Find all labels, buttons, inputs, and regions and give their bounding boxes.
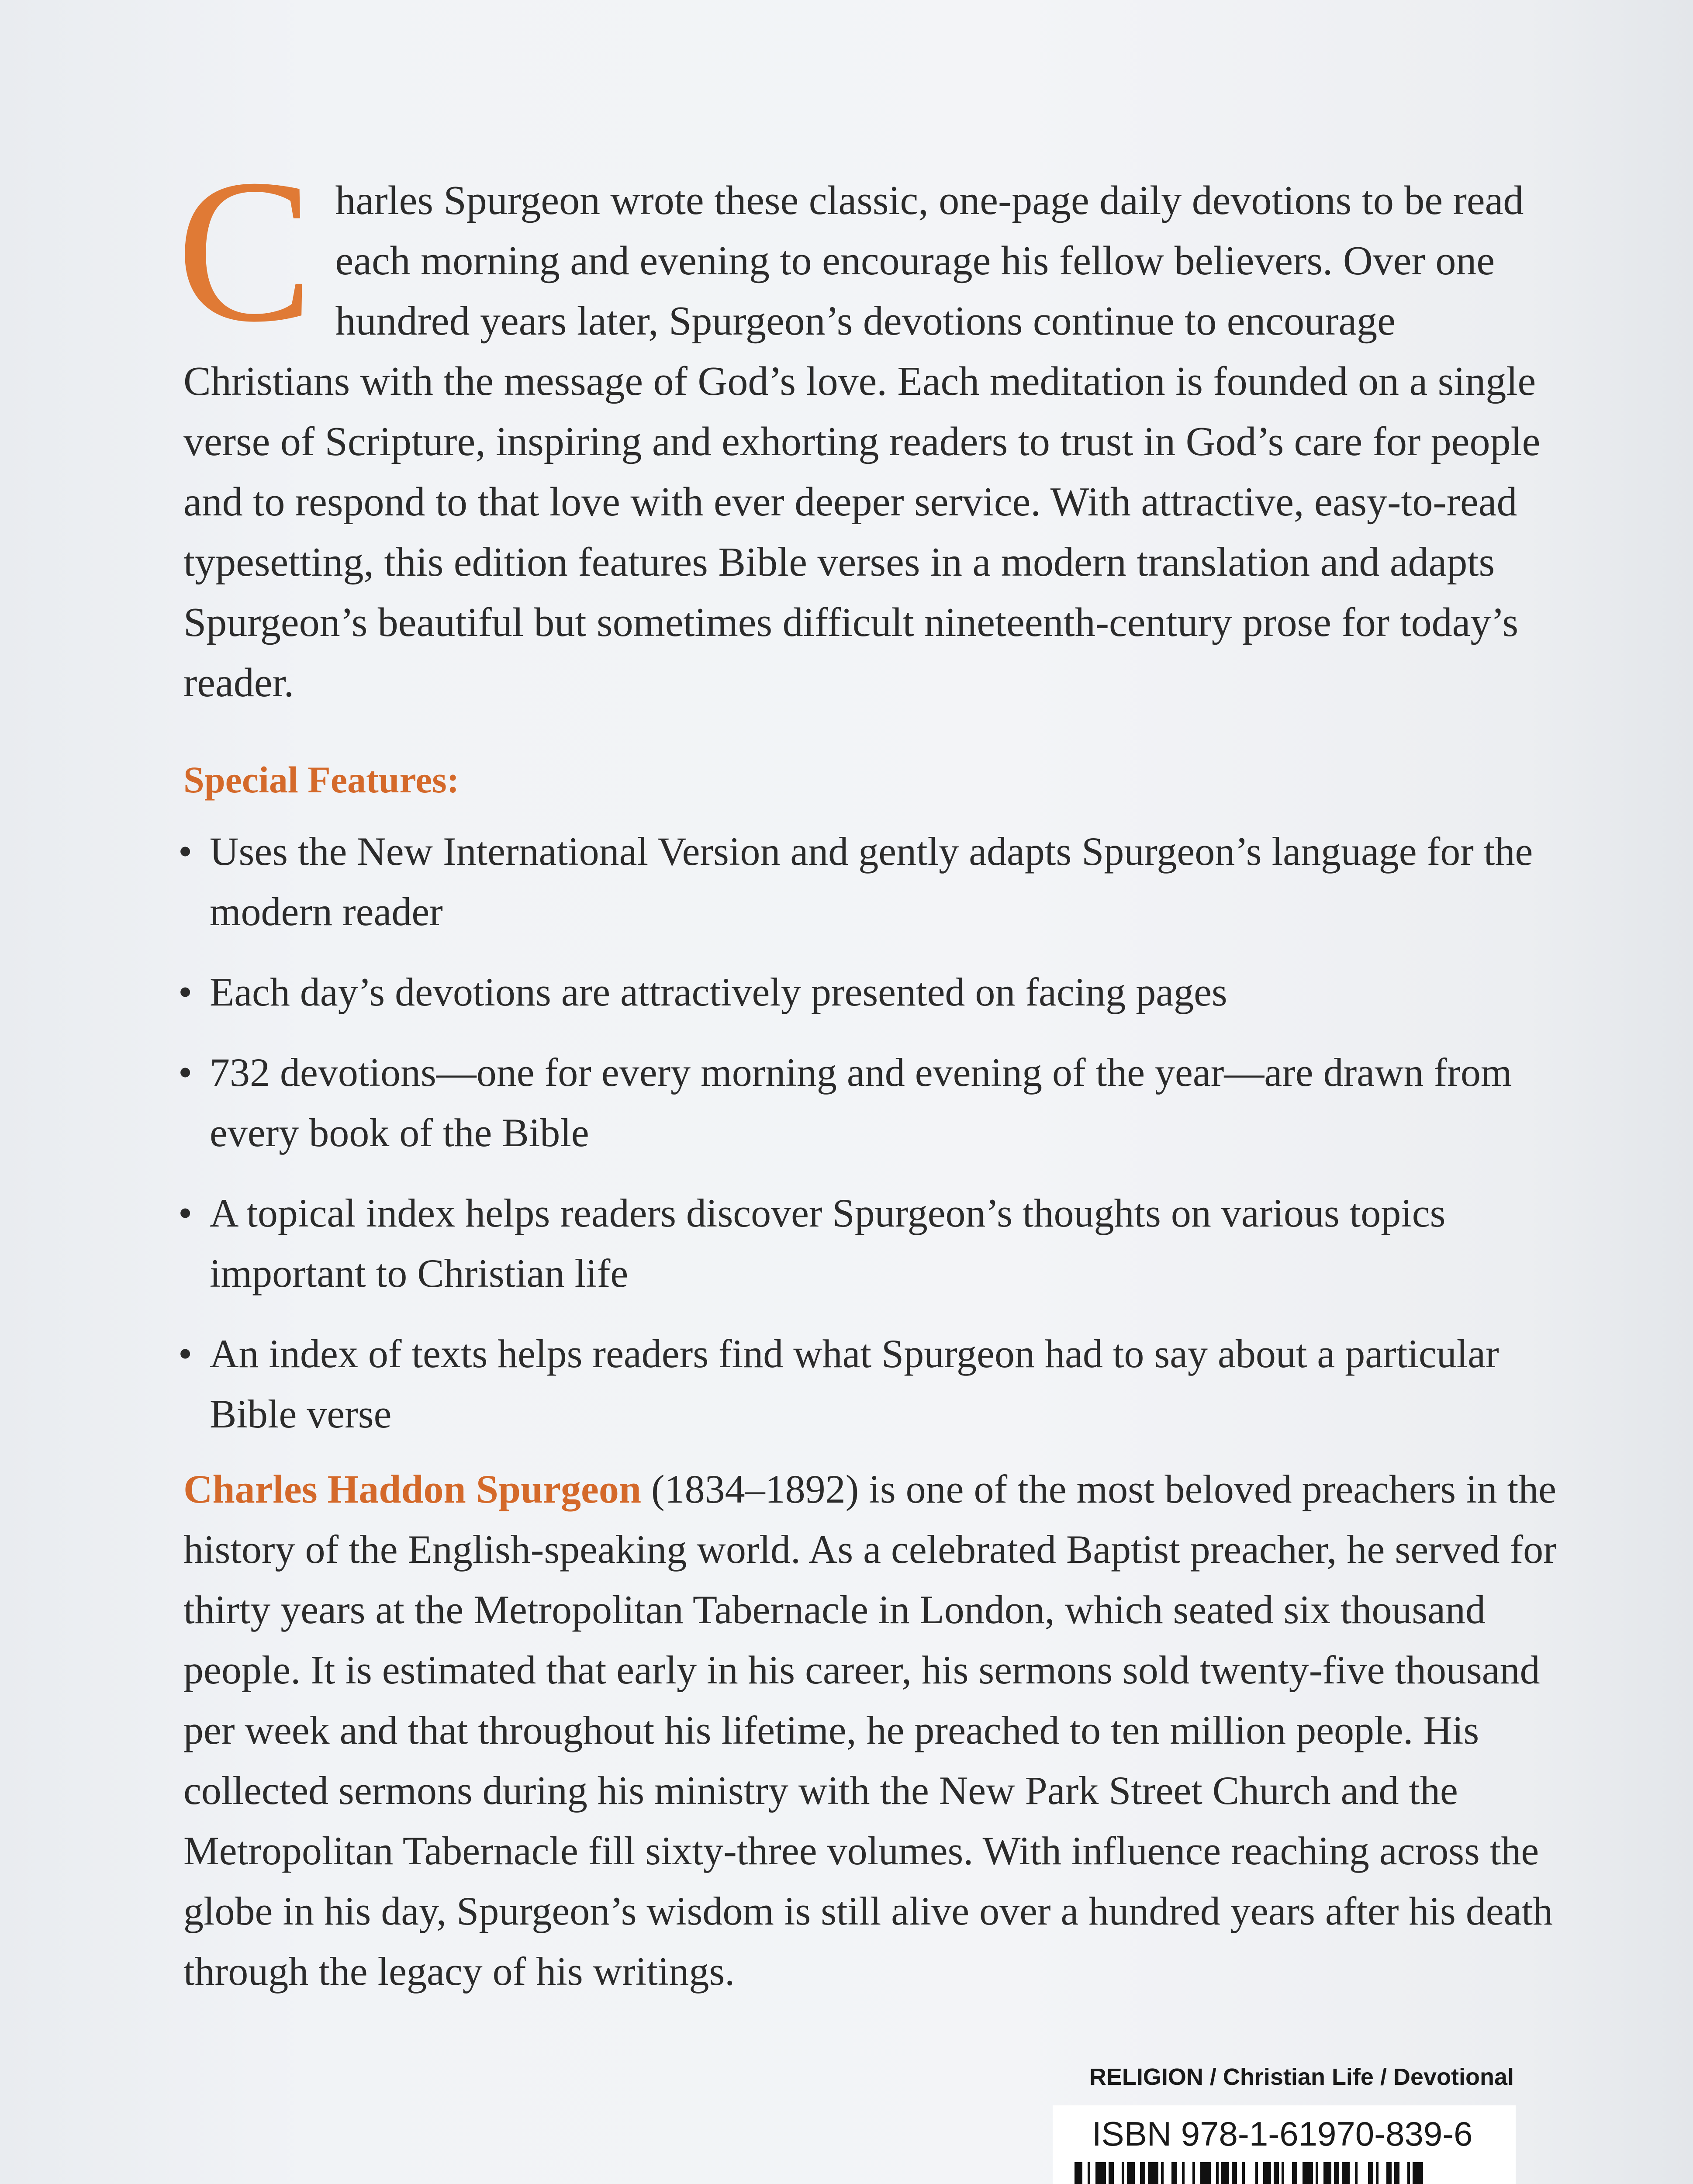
list-item — [175, 1324, 1564, 1444]
intro-paragraph — [176, 137, 1564, 713]
drop-cap: C — [176, 137, 314, 364]
author-bio — [183, 1459, 1564, 2001]
feature-text: Uses the New International Version and gently adapts Spurgeon’s language for the modern reader — [210, 829, 1533, 934]
features-list — [175, 821, 1564, 1464]
list-item — [175, 962, 1564, 1022]
feature-text: A topical index helps readers discover Spurgeon’s thoughts on various topics important to Christian life — [210, 1191, 1446, 1296]
bullet-icon: • — [178, 829, 193, 874]
special-features-heading: Special Features: — [183, 759, 460, 801]
bullet-icon: • — [178, 1191, 193, 1235]
bullet-icon: • — [178, 1050, 193, 1095]
feature-text: 732 devotions—one for every morning and evening of the year—are drawn from every book of the Bible — [210, 1050, 1512, 1155]
barcode-block — [1053, 2105, 1516, 2184]
feature-text: An index of texts helps readers find what Spurgeon had to say about a particular Bible verse — [210, 1331, 1499, 1436]
list-item — [175, 821, 1564, 942]
list-item — [175, 1183, 1564, 1303]
barcode-icon — [1070, 2162, 1498, 2184]
bullet-icon: • — [178, 1331, 193, 1376]
intro-text: harles Spurgeon wrote these classic, one-page daily devotions to be read each morning and evening to encourage his fellow believers. Over one hundred years later, Spurgeon’s devotions continue to encourage Christians with the message of God’s love. Each meditation is founded on a single verse of Scripture, inspiring and exhorting readers to trust in God’s care for people and to respond to that love with ever deeper service. With attractive, easy-to-read typesetting, this edition features Bible verses in a modern translation and adapts Spurgeon’s beautiful but sometimes difficult nineteenth-century prose for today’s reader. — [183, 178, 1541, 705]
feature-text: Each day’s devotions are attractively presented on facing pages — [210, 970, 1227, 1014]
bio-text: (1834–1892) is one of the most beloved preachers in the history of the English-speaking world. As a celebrated Baptist preacher, he served for thirty years at the Metropolitan Tabernacle in London, which seated six thousand people. It is estimated that early in his career, his sermons sold twenty-five thousand per week and that throughout his lifetime, he preached to ten million people. His collected sermons during his ministry with the New Park Street Church and the Metropolitan Tabernacle fill sixty-three volumes. With influence reaching across the globe in his day, Spurgeon’s wisdom is still alive over a hundred years after his death through the legacy of his writings. — [183, 1467, 1557, 1994]
category-label: RELIGION / Christian Life / Devotional — [1089, 2064, 1514, 2090]
isbn-label: ISBN 978-1-61970-839-6 — [1092, 2115, 1473, 2153]
author-name: Charles Haddon Spurgeon — [183, 1467, 642, 1511]
list-item — [175, 1042, 1564, 1163]
bullet-icon: • — [178, 970, 193, 1014]
